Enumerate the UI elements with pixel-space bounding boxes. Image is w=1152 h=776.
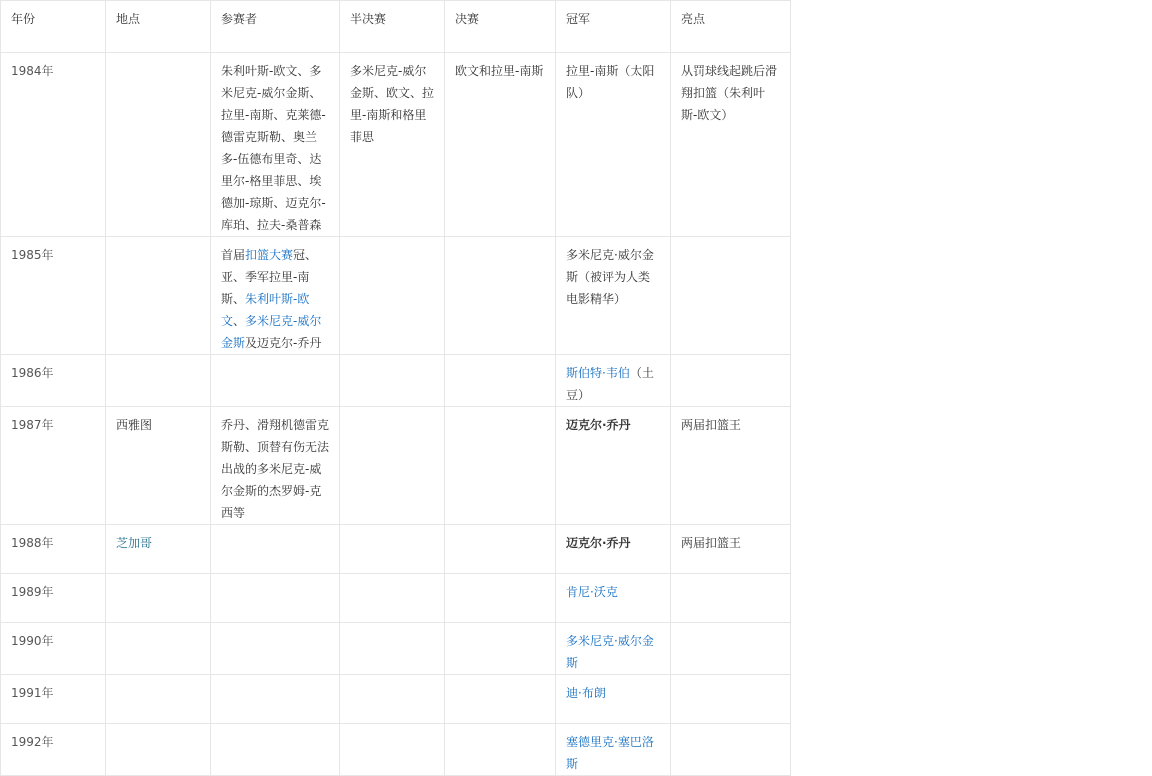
cell-location — [106, 724, 211, 776]
cell-participants — [211, 525, 340, 574]
cell-highlight — [671, 355, 791, 407]
wiki-link[interactable]: 芝加哥 — [116, 536, 153, 550]
cell-year: 1984年 — [1, 53, 106, 237]
cell-final — [445, 724, 556, 776]
cell-text: 迈克尔·乔丹 — [566, 418, 631, 432]
cell-participants — [211, 53, 340, 237]
cell-final — [445, 623, 556, 675]
cell-year: 1989年 — [1, 574, 106, 623]
wiki-link[interactable]: 塞德里克·塞巴洛斯 — [566, 735, 654, 771]
cell-semifinal — [340, 525, 445, 574]
cell-participants — [211, 407, 340, 525]
cell-participants — [211, 237, 340, 355]
cell-highlight — [671, 574, 791, 623]
cell-year: 1991年 — [1, 675, 106, 724]
cell-text: 两届扣篮王 — [681, 536, 742, 550]
cell-champion — [556, 237, 671, 355]
cell-text: 多米尼克·威尔金斯（被评为人类电影精华） — [566, 248, 654, 306]
cell-semifinal — [340, 675, 445, 724]
cell-highlight — [671, 407, 791, 525]
cell-location — [106, 675, 211, 724]
cell-location — [106, 525, 211, 574]
cell-text: 朱利叶斯-欧文、多米尼克-威尔金斯、拉里-南斯、克莱德-德雷克斯勒、奥兰多-伍德布里奇、达里尔-格里菲思、埃德加-琼斯、迈克尔-库珀、拉夫-桑普森 — [221, 64, 326, 232]
wiki-link[interactable]: 迪·布朗 — [566, 686, 606, 700]
cell-champion — [556, 525, 671, 574]
cell-year: 1985年 — [1, 237, 106, 355]
header-highlight: 亮点 — [671, 1, 791, 53]
cell-semifinal — [340, 53, 445, 237]
table-row — [1, 623, 791, 675]
table-row — [1, 53, 791, 237]
cell-highlight — [671, 525, 791, 574]
cell-final — [445, 355, 556, 407]
cell-year: 1987年 — [1, 407, 106, 525]
table-row — [1, 675, 791, 724]
wiki-link[interactable]: 多米尼克-威尔金斯 — [221, 314, 322, 350]
header-location: 地点 — [106, 1, 211, 53]
cell-champion — [556, 53, 671, 237]
cell-text: 及迈克尔-乔丹 — [245, 336, 322, 350]
cell-text: 乔丹、滑翔机德雷克斯勒、顶替有伤无法出战的多米尼克-威尔金斯的杰罗姆-克西等 — [221, 418, 330, 520]
header-final: 决赛 — [445, 1, 556, 53]
cell-highlight — [671, 623, 791, 675]
cell-final — [445, 574, 556, 623]
header-champion: 冠军 — [556, 1, 671, 53]
cell-semifinal — [340, 355, 445, 407]
cell-final — [445, 675, 556, 724]
cell-final — [445, 525, 556, 574]
table-row — [1, 724, 791, 776]
cell-participants — [211, 675, 340, 724]
cell-highlight — [671, 675, 791, 724]
table-body — [1, 53, 791, 776]
cell-final — [445, 237, 556, 355]
cell-champion — [556, 574, 671, 623]
cell-year: 1992年 — [1, 724, 106, 776]
cell-text: 首届 — [221, 248, 246, 262]
cell-champion — [556, 623, 671, 675]
header-year: 年份 — [1, 1, 106, 53]
cell-text: 两届扣篮王 — [681, 418, 742, 432]
cell-location — [106, 53, 211, 237]
cell-final — [445, 407, 556, 525]
header-semifinal: 半决赛 — [340, 1, 445, 53]
cell-text: 欧文和拉里-南斯 — [455, 64, 544, 78]
cell-text: 从罚球线起跳后滑翔扣篮（朱利叶斯-欧文） — [681, 64, 778, 122]
cell-year: 1988年 — [1, 525, 106, 574]
cell-champion — [556, 675, 671, 724]
table-header-row — [1, 1, 791, 53]
cell-text: 迈克尔·乔丹 — [566, 536, 631, 550]
cell-text: （土豆） — [566, 366, 654, 402]
cell-text: 多米尼克-威尔金斯、欧文、拉里-南斯和格里菲思 — [350, 64, 435, 144]
cell-year: 1990年 — [1, 623, 106, 675]
wiki-link[interactable]: 斯伯特·韦伯 — [566, 366, 630, 380]
cell-champion — [556, 355, 671, 407]
cell-location — [106, 355, 211, 407]
table-row — [1, 525, 791, 574]
cell-location — [106, 623, 211, 675]
cell-location — [106, 237, 211, 355]
cell-year: 1986年 — [1, 355, 106, 407]
table-row — [1, 355, 791, 407]
table-row — [1, 237, 791, 355]
cell-champion — [556, 724, 671, 776]
cell-participants — [211, 724, 340, 776]
cell-highlight — [671, 53, 791, 237]
cell-final — [445, 53, 556, 237]
wiki-link[interactable]: 肯尼·沃克 — [566, 585, 618, 599]
cell-text: 冠、亚、季军拉里-南斯、 — [221, 248, 318, 306]
cell-text: 西雅图 — [116, 418, 153, 432]
cell-champion — [556, 407, 671, 525]
cell-text: 拉里-南斯（太阳队） — [566, 64, 655, 100]
cell-semifinal — [340, 237, 445, 355]
cell-location — [106, 407, 211, 525]
header-participants: 参赛者 — [211, 1, 340, 53]
cell-participants — [211, 355, 340, 407]
cell-semifinal — [340, 407, 445, 525]
cell-text: 、 — [233, 314, 246, 328]
table-row — [1, 574, 791, 623]
cell-location — [106, 574, 211, 623]
cell-participants — [211, 574, 340, 623]
cell-semifinal — [340, 574, 445, 623]
cell-participants — [211, 623, 340, 675]
cell-highlight — [671, 724, 791, 776]
wiki-link[interactable]: 多米尼克·威尔金斯 — [566, 634, 654, 670]
wiki-link[interactable]: 扣篮大赛 — [245, 248, 294, 262]
table-row — [1, 407, 791, 525]
cell-semifinal — [340, 623, 445, 675]
cell-semifinal — [340, 724, 445, 776]
cell-highlight — [671, 237, 791, 355]
wiki-link[interactable]: 朱利叶斯-欧文 — [221, 292, 310, 328]
